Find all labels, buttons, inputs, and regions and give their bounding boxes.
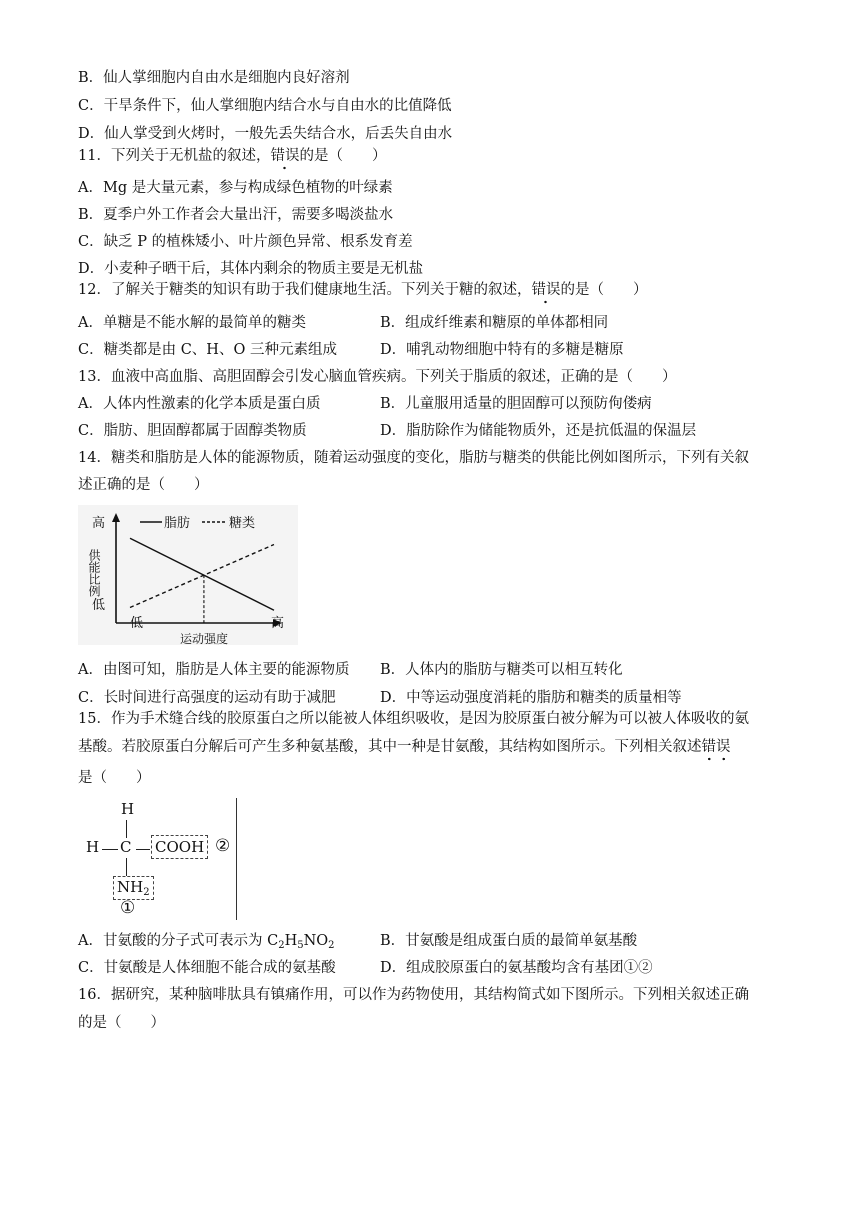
q16-stem-line2: 的是（ ） [78, 1015, 165, 1031]
q15-option-a-text: A．甘氨酸的分子式可表示为 C [78, 933, 279, 949]
bond-bottom [126, 858, 127, 876]
q11-stem [78, 146, 386, 166]
carboxyl-group: COOH [151, 835, 208, 859]
q14-option-b: B．人体内的脂肪与糖类可以相互转化 [380, 662, 623, 678]
q12-stem [78, 280, 647, 300]
q10-option-b: B．仙人掌细胞内自由水是细胞内良好溶剂 [78, 70, 350, 86]
q11-stem-part2: 的是（ ） [299, 148, 387, 164]
label-circled-1: ① [120, 898, 136, 918]
q12-option-b: B．组成纤维素和糖原的单体都相同 [380, 315, 609, 331]
q15-option-a [78, 931, 335, 956]
glycine-structure [84, 798, 237, 920]
q11-option-c: C．缺乏 P 的植株矮小、叶片颜色异常、根系发育差 [78, 234, 413, 250]
q14-stem-line1: 14．糖类和脂肪是人体的能源物质，随着运动强度的变化，脂肪与糖类的供能比例如图所示，下列有关叙 [78, 450, 749, 466]
formula-sub-h: 5 [297, 940, 304, 951]
amino-group-subscript: 2 [143, 887, 150, 898]
formula-sub-o: 2 [328, 940, 335, 951]
q11-option-a: A．Mg 是大量元素，参与构成绿色植物的叶绿素 [78, 180, 393, 196]
x-tick-low: 低 [130, 616, 144, 631]
amino-group-text: NH [117, 878, 144, 896]
q14-option-a: A．由图可知，脂肪是人体主要的能源物质 [78, 662, 350, 678]
q12-option-c: C．糖类都是由 C、H、O 三种元素组成 [78, 342, 337, 358]
legend-sugar-label: 糖类 [229, 516, 256, 531]
bond-left [102, 849, 118, 850]
glycine-h-top: H [121, 800, 135, 818]
q12-emphasis: 错误 [531, 282, 561, 298]
x-tick-high: 高 [271, 616, 285, 631]
label-circled-2: ② [215, 836, 231, 856]
formula-no: NO [303, 933, 329, 949]
bond-top [126, 820, 127, 838]
q15-stem-line1: 15．作为手术缝合线的胶原蛋白之所以能被人体组织吸收，是因为胶原蛋白被分解为可以被人体吸收的氨 [78, 711, 749, 727]
q14-stem-line2: 述正确的是（ ） [78, 477, 209, 493]
q11-emphasis: 错误 [270, 148, 300, 164]
q12-option-d: D．哺乳动物细胞中特有的多糖是糖原 [380, 342, 624, 358]
q11-option-d: D．小麦种子晒干后，其体内剩余的物质主要是无机盐 [78, 261, 424, 277]
q10-option-d: D．仙人掌受到火烤时，一般先丢失结合水，后丢失自由水 [78, 126, 453, 142]
formula-sub-c: 2 [278, 940, 285, 951]
q15-option-c: C．甘氨酸是人体细胞不能合成的氨基酸 [78, 960, 336, 976]
q16-stem-line1: 16．据研究，某种脑啡肽具有镇痛作用，可以作为药物使用，其结构简式如下图所示。下列相关叙述正确 [78, 987, 749, 1003]
y-tick-high: 高 [92, 516, 106, 531]
legend-fat-label: 脂肪 [164, 516, 191, 531]
q13-stem: 13．血液中高血脂、高胆固醇会引发心脑血管疾病。下列关于脂质的叙述，正确的是（ ） [78, 369, 677, 385]
q14-option-d: D．中等运动强度消耗的脂肪和糖类的质量相等 [380, 690, 682, 706]
y-tick-low: 低 [92, 598, 106, 613]
q15-option-b: B．甘氨酸是组成蛋白质的最简单氨基酸 [380, 933, 638, 949]
q13-option-a: A．人体内性激素的化学本质是蛋白质 [78, 396, 321, 412]
q15-option-d: D．组成胶原蛋白的氨基酸均含有基团①② [380, 960, 653, 976]
q12-stem-part1: 12．了解关于糖类的知识有助于我们健康地生活。下列关于糖的叙述， [78, 282, 532, 298]
formula-h: H [284, 933, 298, 949]
q13-option-b: B．儿童服用适量的胆固醇可以预防佝偻病 [380, 396, 652, 412]
q15-stem-line2 [78, 737, 731, 757]
q12-option-a: A．单糖是不能水解的最简单的糖类 [78, 315, 306, 331]
x-axis-label: 运动强度 [180, 632, 229, 645]
q12-stem-part2: 的是（ ） [560, 282, 648, 298]
q11-option-b: B．夏季户外工作者会大量出汗，需要多喝淡盐水 [78, 207, 394, 223]
q15-stem-line2-part1: 基酸。若胶原蛋白分解后可产生多种氨基酸，其中一种是甘氨酸，其结构如图所示。下列相关叙述 [78, 739, 702, 755]
q15-stem-line3: 是（ ） [78, 770, 151, 786]
bond-right [136, 849, 150, 850]
q14-option-c: C．长时间进行高强度的运动有助于减肥 [78, 690, 336, 706]
q10-option-c: C．干旱条件下，仙人掌细胞内结合水与自由水的比值降低 [78, 98, 452, 114]
q11-stem-part1: 11．下列关于无机盐的叙述， [78, 148, 271, 164]
q13-option-d: D．脂肪除作为储能物质外，还是抗低温的保温层 [380, 423, 697, 439]
glycine-h-left: H [86, 838, 100, 856]
y-axis-label: 供能比例 [87, 549, 101, 597]
energy-ratio-chart [78, 505, 298, 645]
q15-emphasis: 错误 [701, 739, 731, 755]
q13-option-c: C．脂肪、胆固醇都属于固醇类物质 [78, 423, 307, 439]
glycine-carbon: C [120, 838, 132, 856]
amino-group [113, 876, 154, 900]
